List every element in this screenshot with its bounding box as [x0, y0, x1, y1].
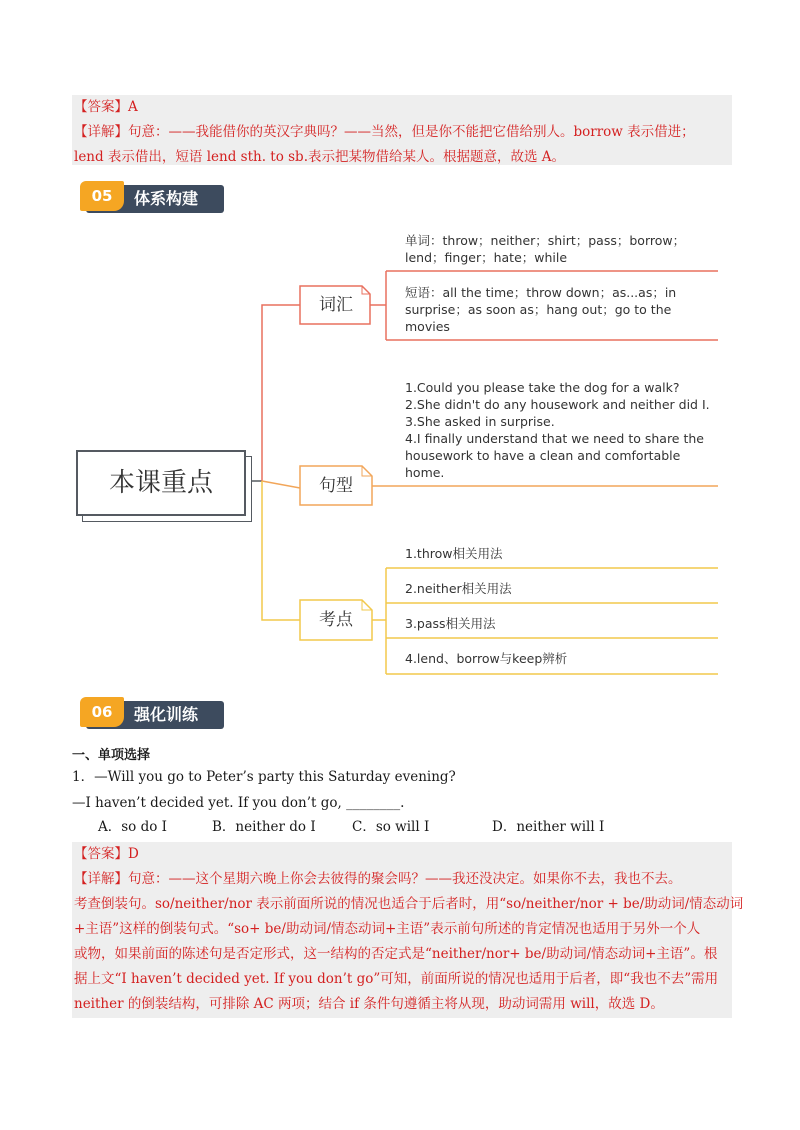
question-1-line-1: 1．—Will you go to Peter’s party this Saturday evening?	[72, 769, 456, 785]
branch-points: 考点	[319, 610, 353, 630]
leaf-point-2: 2.neither相关用法	[405, 581, 512, 596]
detail-line: 据上文“I haven’t decided yet. If you don’t go”可知，前面所说的情况也适用于后者，即“我也不去”需用	[74, 971, 719, 987]
detail-line: 或物，如果前面的陈述句是否定形式，这一结构的否定式是“neither/nor+ be/助动词/情态动词+主语”。根	[74, 946, 718, 962]
section-title: 体系构建	[134, 189, 199, 208]
detail-line: 【详解】句意：——这个星期六晚上你会去彼得的聚会吗？——我还没决定。如果你不去，我也不去。	[74, 871, 682, 887]
leaf-phrases: 短语：all the time；throw down；as...as；in surprise；as soon as；hang out；go to the movies	[405, 285, 677, 334]
detail-line: 考查倒装句。so/neither/nor 表示前面所说的情况也适合于后者时，用“so/neither/nor + be/助动词/情态动词	[74, 896, 744, 912]
branch-vocab: 词汇	[319, 295, 353, 315]
option-d: D．neither will I	[492, 819, 605, 835]
exercise-heading: 一、单项选择	[72, 748, 151, 763]
detail-line: +主语”这样的倒装句式。“so+ be/助动词/情态动词+主语”表示前句所述的肯定情况也适用于另外一个人	[74, 921, 701, 937]
option-a: A．so do I	[98, 819, 167, 835]
section-number: 05	[80, 181, 124, 211]
branch-sentence: 句型	[319, 476, 353, 496]
answer-label: 【答案】A	[74, 99, 138, 115]
leaf-point-4: 4.lend、borrow与keep辨析	[405, 651, 568, 666]
detail-line: 【详解】句意：——我能借你的英汉字典吗？——当然，但是你不能把它借给别人。borrow 表示借进；	[74, 124, 695, 140]
question-1-line-2: —I haven’t decided yet. If you don’t go, ________.	[72, 795, 405, 811]
section-title: 强化训练	[134, 705, 199, 724]
leaf-point-3: 3.pass相关用法	[405, 616, 496, 631]
detail-line: lend 表示借出，短语 lend sth. to sb.表示把某物借给某人。根据题意，故选 A。	[74, 149, 566, 165]
leaf-words: 单词：throw；neither；shirt；pass；borrow； lend；finger；hate；while	[405, 233, 686, 265]
option-c: C．so will I	[352, 819, 430, 835]
answer-label: 【答案】D	[74, 846, 139, 862]
answer-block-bottom	[72, 842, 744, 1018]
section-header-06	[80, 697, 224, 731]
mind-map-main-node: 本课重点	[76, 450, 246, 516]
option-b: B．neither do I	[212, 819, 316, 835]
leaf-point-1: 1.throw相关用法	[405, 546, 503, 561]
section-number: 06	[80, 697, 124, 727]
detail-line: neither 的倒装结构，可排除 AC 两项；结合 if 条件句遵循主将从现，助动词需用 will，故选 D。	[74, 996, 664, 1012]
leaf-sentences: 1.Could you please take the dog for a walk? 2.She didn't do any housework and neither did I. 3.She asked in surprise. 4.I finally understand that we need to share the housework to have a clean and comfortable home.	[405, 380, 710, 480]
